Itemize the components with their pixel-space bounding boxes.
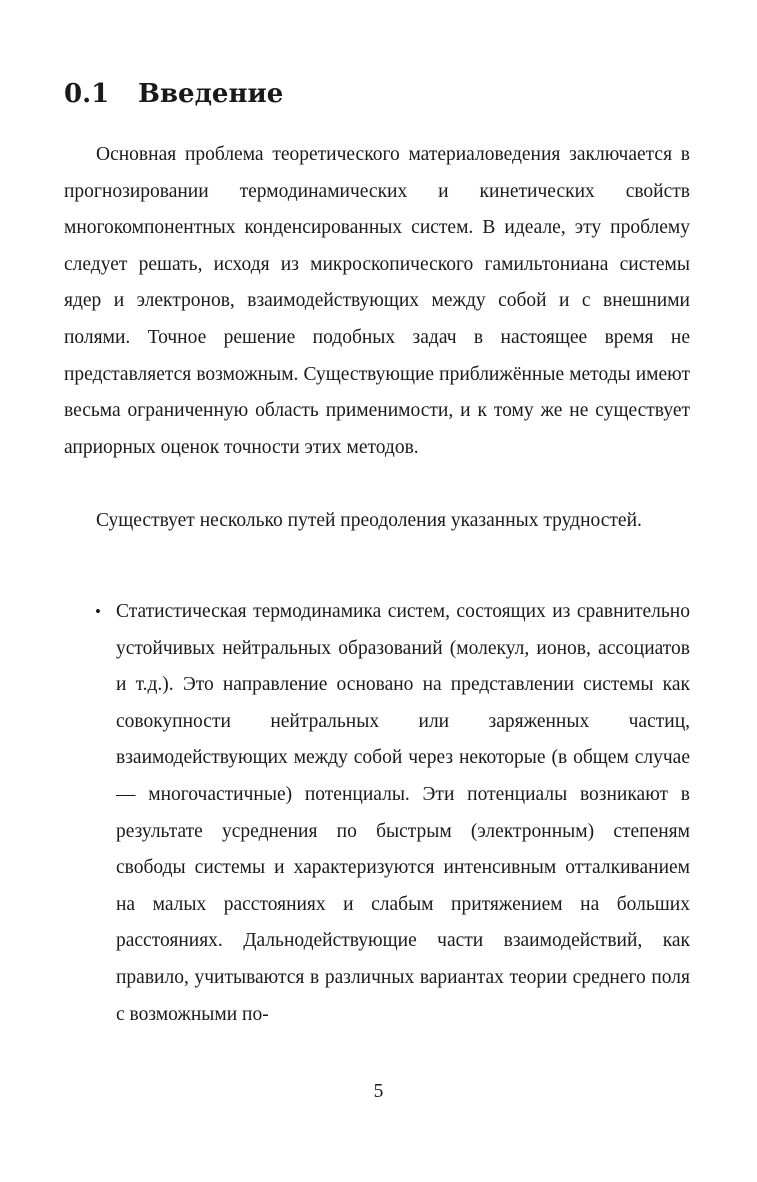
list-item xyxy=(64,594,690,1033)
section-title: Введение xyxy=(138,79,284,109)
paragraph-intro: Основная проблема теоретического материаловедения заключается в прогнозировании термодинамических и кинетических свойств многокомпонентных конденсированных систем. В идеале, эту проблему следует решать, исходя из микроскопического гамильтониана системы ядер и электронов, взаимодействующих между собой и с внешними полями. Точное решение подобных задач в настоящее время не представляется возможным. Существующие приближённые методы имеют весьма ограниченную область применимости, и к тому же не существует априорных оценок точности этих методов. xyxy=(64,144,690,458)
list-item-text: Статистическая термодинамика систем, состоящих из сравнительно устойчивых нейтральных образований (молекул, ионов, ассоциатов и т.д.). Это направление основано на представлении системы как совокупности нейтральных или заряженных частиц, взаимодействующих между собой через некоторые (в общем случае — многочастичные) потенциалы. Эти потенциалы возникают в результате усреднения по быстрым (электронным) степеням свободы системы и характеризуются интенсивным отталкиванием на малых расстояниях и слабым притяжением на больших расстояниях. Дальнодействующие части взаимодействий, как правило, учитываются в различных вариантах теории среднего поля с возможными по- xyxy=(116,601,690,1025)
section-number: 0.1 xyxy=(64,79,110,109)
bullet-icon: • xyxy=(95,602,101,621)
page-number: 5 xyxy=(373,1081,384,1102)
section-heading xyxy=(64,74,283,114)
paragraph-ways: Существует несколько путей преодоления указанных трудностей. xyxy=(96,510,642,531)
bullet-list xyxy=(64,594,690,1033)
